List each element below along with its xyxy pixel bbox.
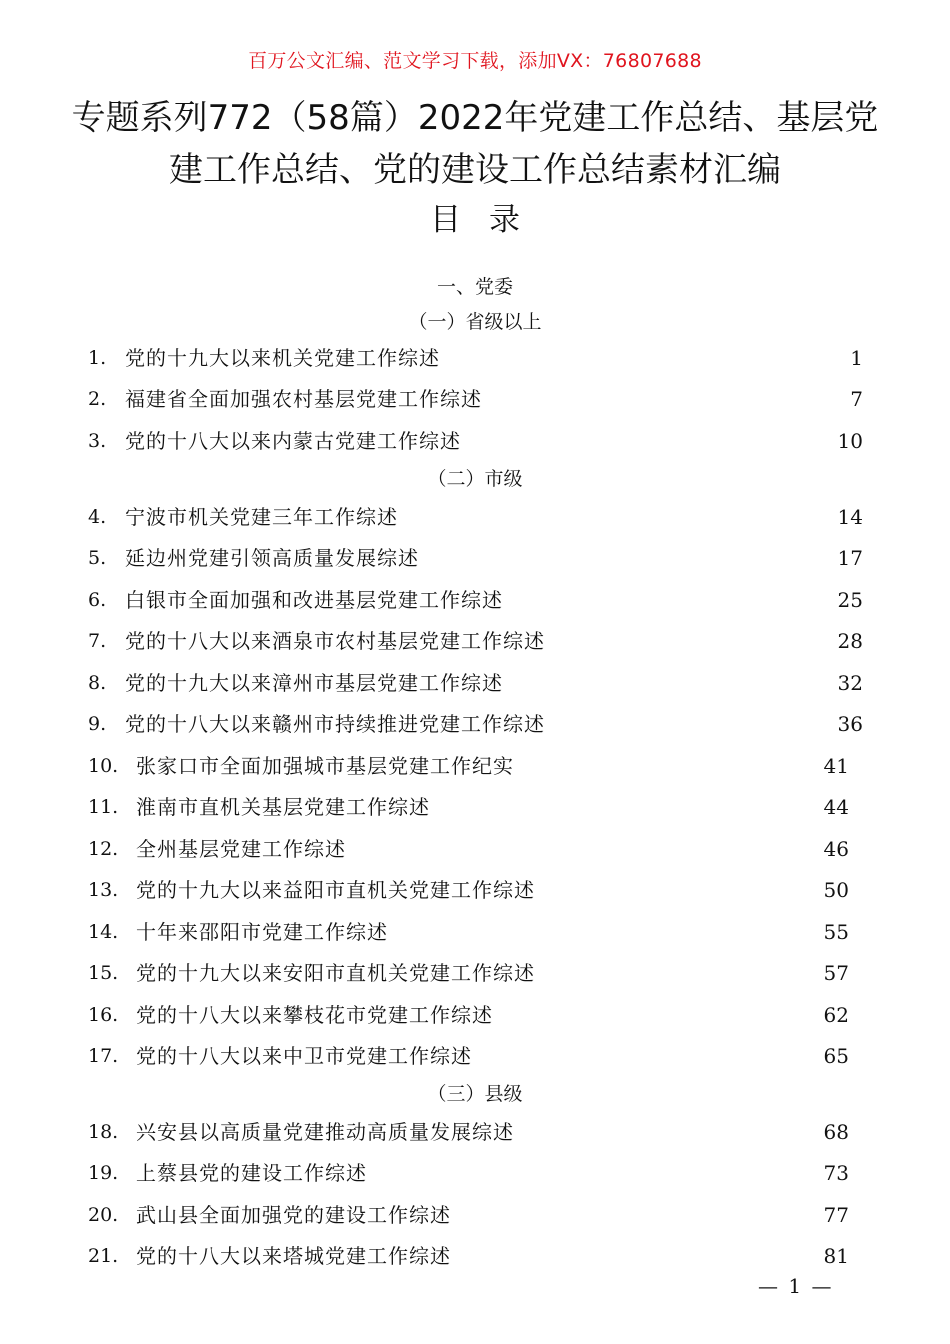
entry-page: 73 xyxy=(823,1161,849,1185)
entry-number: 10. xyxy=(88,755,119,777)
entry-title[interactable]: 党的十八大以来塔城党建工作综述 xyxy=(136,1244,451,1268)
entry-page: 17 xyxy=(837,546,863,570)
toc-entry[interactable] xyxy=(88,792,863,822)
toc-entry[interactable] xyxy=(88,502,863,532)
entry-title[interactable]: 党的十八大以来赣州市持续推进党建工作综述 xyxy=(125,712,545,736)
entry-number: 7. xyxy=(88,630,107,652)
toc-entry[interactable] xyxy=(88,343,863,373)
toc-entry[interactable] xyxy=(88,585,863,615)
entry-number: 1. xyxy=(88,347,107,369)
toc-entry[interactable] xyxy=(88,1000,863,1030)
toc-entry[interactable] xyxy=(88,668,863,698)
entry-title[interactable]: 白银市全面加强和改进基层党建工作综述 xyxy=(125,588,503,612)
entry-title[interactable]: 武山县全面加强党的建设工作综述 xyxy=(136,1203,451,1227)
entry-title[interactable]: 福建省全面加强农村基层党建工作综述 xyxy=(125,387,482,411)
entry-page: 62 xyxy=(823,1003,849,1027)
entry-number: 16. xyxy=(88,1004,119,1026)
entry-page: 57 xyxy=(823,961,849,985)
toc-entry[interactable] xyxy=(88,1158,863,1188)
toc-entry[interactable] xyxy=(88,426,863,456)
entry-page: 65 xyxy=(823,1044,849,1068)
entry-page: 7 xyxy=(850,387,863,411)
toc-entry[interactable] xyxy=(88,543,863,573)
entry-number: 13. xyxy=(88,879,119,901)
entry-page: 77 xyxy=(823,1203,849,1227)
toc-entry[interactable] xyxy=(88,751,863,781)
promo-banner: 百万公文汇编、范文学习下载，添加VX：76807688 xyxy=(248,50,702,72)
document-title: 专题系列772（58篇）2022年党建工作总结、基层党建工作总结、党的建设工作总结素材汇编 xyxy=(71,98,879,190)
entry-page: 10 xyxy=(837,429,863,453)
toc-entry[interactable] xyxy=(88,709,863,739)
entry-page: 46 xyxy=(823,837,849,861)
entry-title[interactable]: 党的十九大以来安阳市直机关党建工作综述 xyxy=(136,961,535,985)
entry-page: 81 xyxy=(823,1244,849,1268)
entry-number: 14. xyxy=(88,921,119,943)
entry-title[interactable]: 党的十八大以来酒泉市农村基层党建工作综述 xyxy=(125,629,545,653)
toc-entry[interactable] xyxy=(88,384,863,414)
toc-entry[interactable] xyxy=(88,1241,863,1271)
entry-number: 20. xyxy=(88,1204,119,1226)
entry-title[interactable]: 党的十九大以来漳州市基层党建工作综述 xyxy=(125,671,503,695)
entry-number: 5. xyxy=(88,547,107,569)
entry-number: 8. xyxy=(88,672,107,694)
entry-title[interactable]: 党的十九大以来益阳市直机关党建工作综述 xyxy=(136,878,535,902)
entry-number: 9. xyxy=(88,713,107,735)
entry-page: 36 xyxy=(837,712,863,736)
entry-number: 3. xyxy=(88,430,107,452)
entry-title[interactable]: 上蔡县党的建设工作综述 xyxy=(136,1161,367,1185)
entry-number: 2. xyxy=(88,388,107,410)
toc-entry[interactable] xyxy=(88,958,863,988)
toc-entry[interactable] xyxy=(88,1041,863,1071)
toc-heading: 目录 xyxy=(430,202,548,238)
subsection-heading-provincial: （一）省级以上 xyxy=(408,311,542,333)
entry-page: 32 xyxy=(837,671,863,695)
toc-entry[interactable] xyxy=(88,917,863,947)
toc-entry[interactable] xyxy=(88,834,863,864)
entry-number: 11. xyxy=(88,796,119,818)
entry-title[interactable]: 党的十八大以来攀枝花市党建工作综述 xyxy=(136,1003,493,1027)
toc-entry[interactable] xyxy=(88,1200,863,1230)
entry-page: 55 xyxy=(823,920,849,944)
subsection-heading-county: （三）县级 xyxy=(427,1083,523,1105)
entry-page: 68 xyxy=(823,1120,849,1144)
toc-entry[interactable] xyxy=(88,1117,863,1147)
entry-title[interactable]: 淮南市直机关基层党建工作综述 xyxy=(136,795,430,819)
entry-page: 50 xyxy=(823,878,849,902)
toc-entry[interactable] xyxy=(88,626,863,656)
entry-page: 44 xyxy=(823,795,849,819)
entry-title[interactable]: 张家口市全面加强城市基层党建工作纪实 xyxy=(136,754,514,778)
entry-number: 15. xyxy=(88,962,119,984)
entry-title[interactable]: 全州基层党建工作综述 xyxy=(136,837,346,861)
entry-number: 6. xyxy=(88,589,107,611)
entry-number: 21. xyxy=(88,1245,119,1267)
entry-number: 17. xyxy=(88,1045,119,1067)
entry-page: 1 xyxy=(850,346,863,370)
entry-number: 19. xyxy=(88,1162,119,1184)
entry-page: 14 xyxy=(837,505,863,529)
entry-page: 25 xyxy=(837,588,863,612)
entry-page: 28 xyxy=(837,629,863,653)
page-number-footer: — 1 — xyxy=(758,1274,834,1298)
entry-number: 18. xyxy=(88,1121,119,1143)
entry-title[interactable]: 党的十九大以来机关党建工作综述 xyxy=(125,346,440,370)
entry-number: 12. xyxy=(88,838,119,860)
entry-title[interactable]: 宁波市机关党建三年工作综述 xyxy=(125,505,398,529)
subsection-heading-city: （二）市级 xyxy=(427,468,523,490)
entry-page: 41 xyxy=(823,754,849,778)
entry-title[interactable]: 党的十八大以来中卫市党建工作综述 xyxy=(136,1044,472,1068)
entry-title[interactable]: 十年来邵阳市党建工作综述 xyxy=(136,920,388,944)
toc-entry[interactable] xyxy=(88,875,863,905)
entry-title[interactable]: 党的十八大以来内蒙古党建工作综述 xyxy=(125,429,461,453)
entry-title[interactable]: 延边州党建引领高质量发展综述 xyxy=(125,546,419,570)
entry-number: 4. xyxy=(88,506,107,528)
entry-title[interactable]: 兴安县以高质量党建推动高质量发展综述 xyxy=(136,1120,514,1144)
section-heading-party-committee: 一、党委 xyxy=(436,276,513,298)
